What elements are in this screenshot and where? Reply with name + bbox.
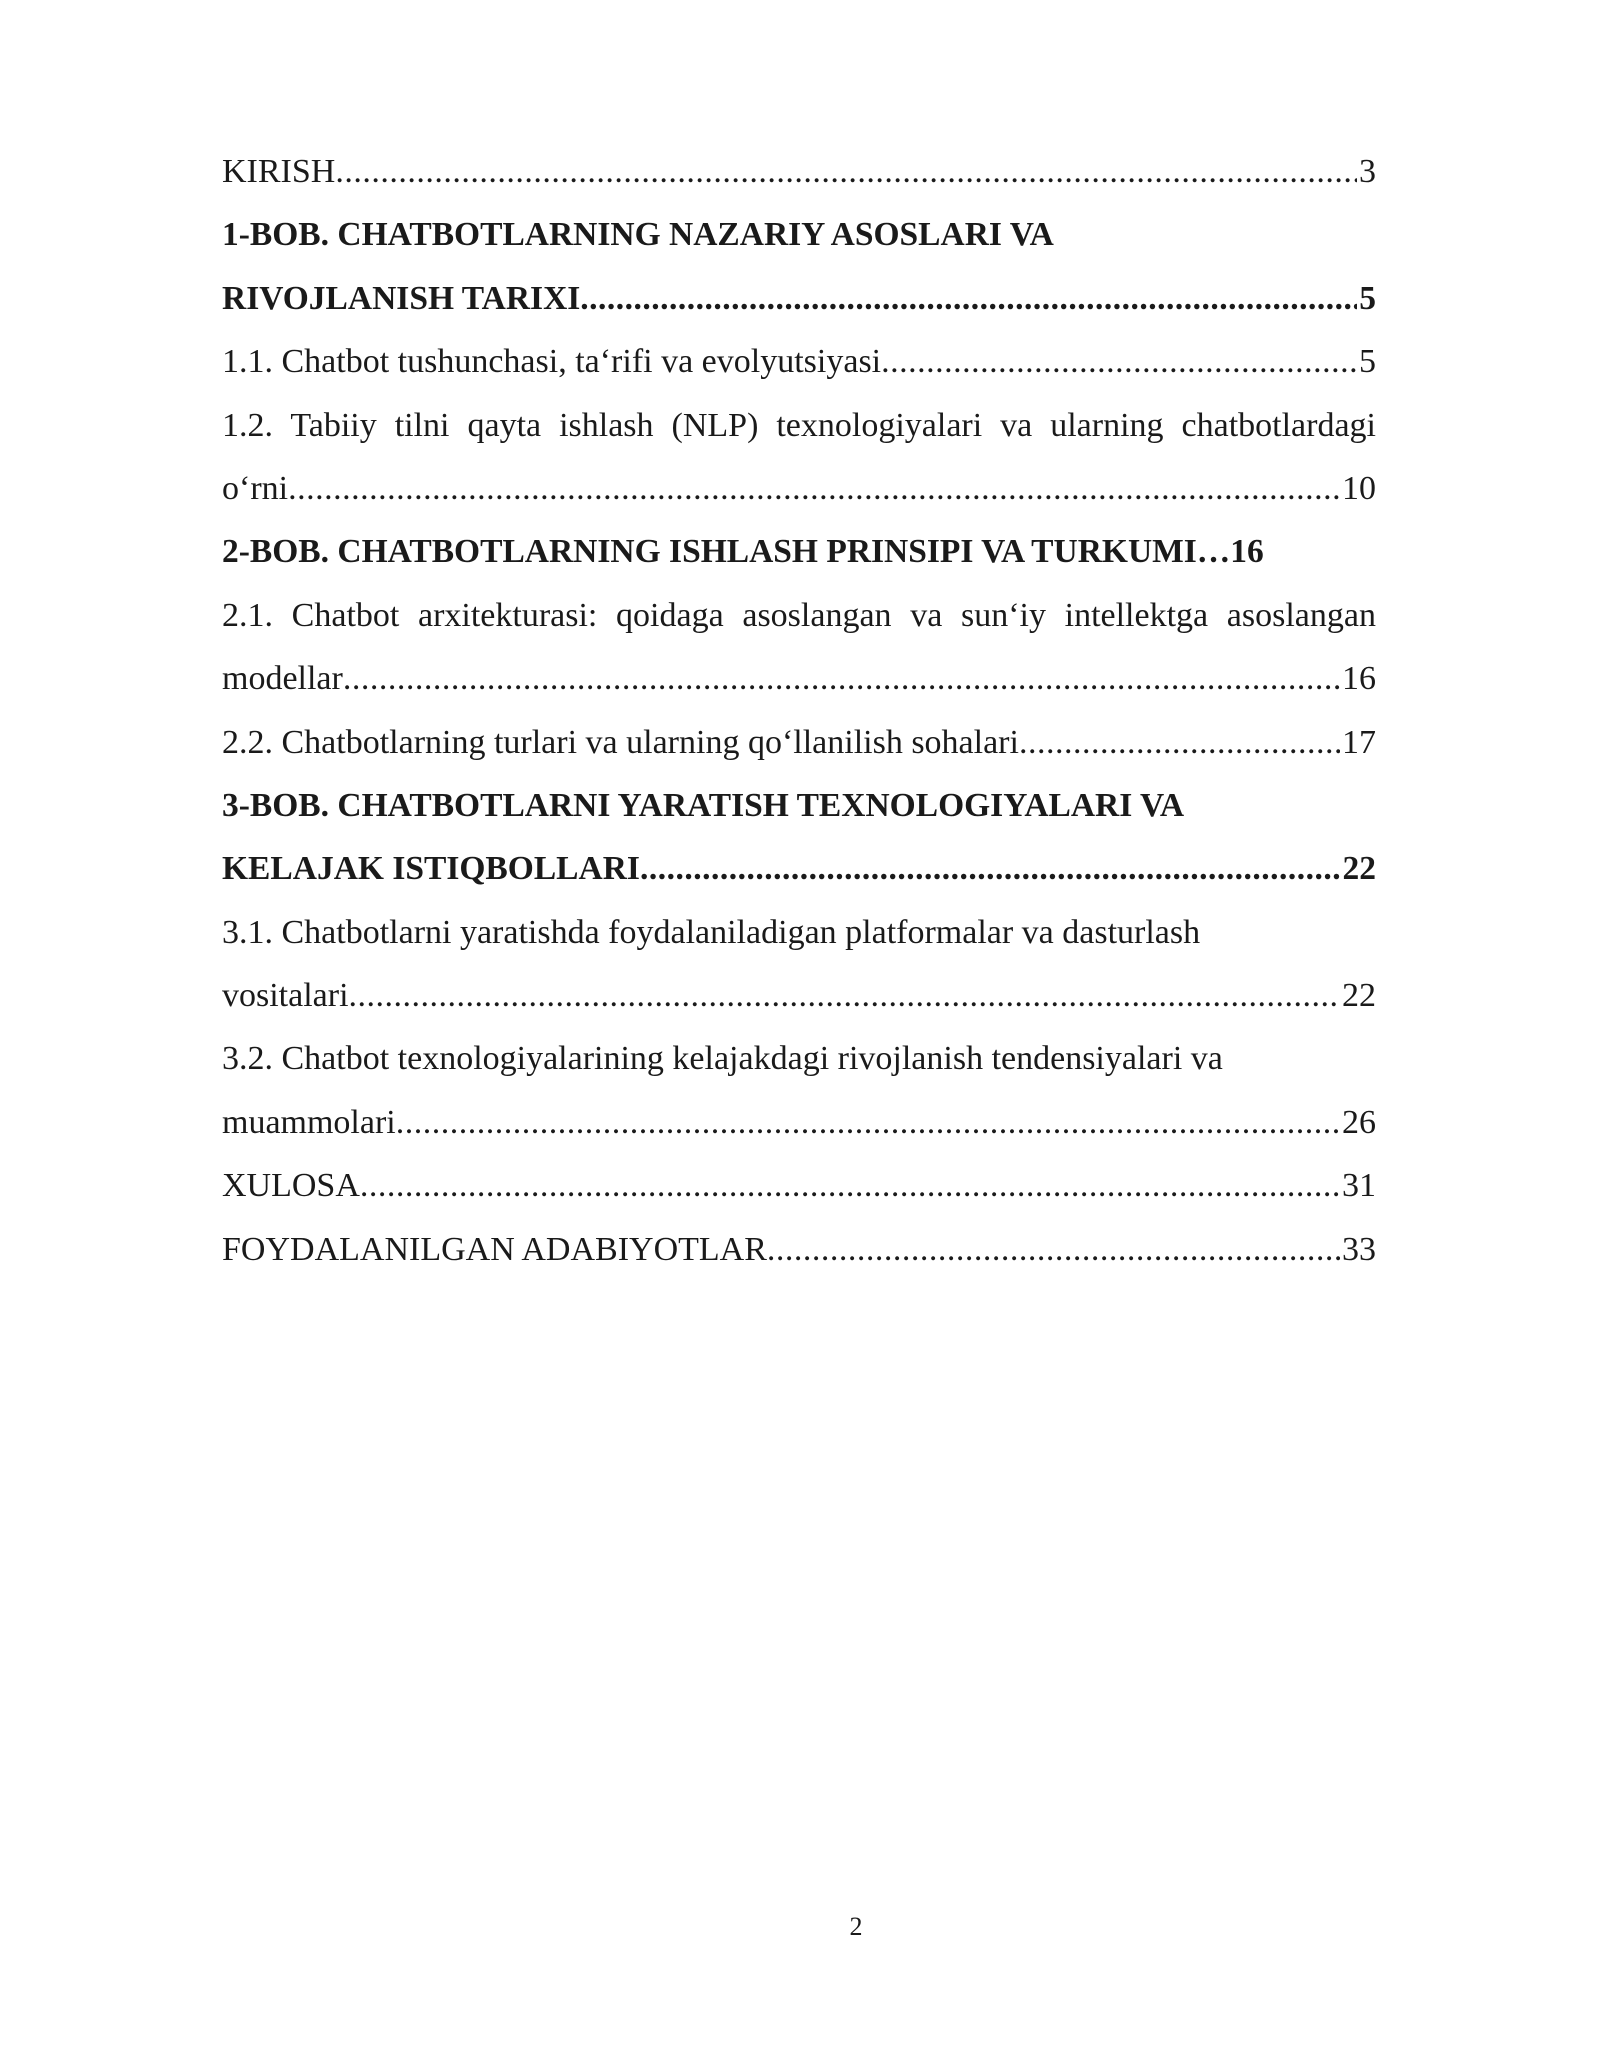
toc-section-2-1[interactable] xyxy=(222,584,1376,647)
toc-section-2-2[interactable] xyxy=(222,711,1376,774)
toc-chapter-1-heading-end[interactable] xyxy=(222,267,1376,330)
toc-entry-page: 3 xyxy=(1359,153,1376,190)
dot-leader xyxy=(881,330,1357,393)
toc-entry-title: vositalari xyxy=(222,977,349,1015)
dot-leader xyxy=(360,1154,1340,1217)
toc-entry-kirish[interactable] xyxy=(222,140,1376,203)
toc-entry-title: RIVOJLANISH TARIXI xyxy=(222,279,581,317)
toc-entry-title: 1.1. Chatbot tushunchasi, ta‘rifi va evolyutsiyasi xyxy=(222,343,882,381)
dot-leader xyxy=(343,647,1340,710)
toc-entry-page: 26 xyxy=(1342,1103,1376,1141)
dot-leader xyxy=(640,837,1341,900)
toc-entry-title: o‘rni xyxy=(222,469,289,507)
toc-entry-page: 10 xyxy=(1342,469,1376,507)
toc-entry-page: 22 xyxy=(1342,850,1376,888)
toc-entry-title: XULOSA xyxy=(222,1167,360,1205)
toc-entry-references[interactable] xyxy=(222,1218,1376,1281)
toc-chapter-3-heading[interactable] xyxy=(222,774,1376,837)
toc-entry-xulosa[interactable] xyxy=(222,1154,1376,1217)
toc-entry-title: KIRISH xyxy=(222,153,336,190)
toc-entry-page: 16 xyxy=(1342,660,1376,698)
toc-section-3-2[interactable] xyxy=(222,1027,1376,1090)
toc-section-3-1[interactable] xyxy=(222,901,1376,964)
toc-chapter-1-heading[interactable] xyxy=(222,203,1376,266)
dot-leader xyxy=(1019,711,1340,774)
toc-entry-title: 2-BOB. CHATBOTLARNING ISHLASH PRINSIPI VA TURKUMI…16 xyxy=(222,533,1264,571)
toc-entry-title: muammolari xyxy=(222,1103,396,1141)
toc-entry-page: 5 xyxy=(1359,343,1376,381)
toc-section-3-1-end[interactable] xyxy=(222,964,1376,1027)
toc-section-3-2-end[interactable] xyxy=(222,1091,1376,1154)
dot-leader xyxy=(396,1091,1340,1154)
dot-leader xyxy=(349,964,1340,1027)
toc-section-1-2-end[interactable] xyxy=(222,457,1376,520)
toc-entry-title: 3.2. Chatbot texnologiyalarining kelajakdagi rivojlanish tendensiyalari va xyxy=(222,1040,1223,1078)
toc-chapter-2-heading[interactable] xyxy=(222,520,1376,583)
toc-entry-title: 1-BOB. CHATBOTLARNING NAZARIY ASOSLARI VA xyxy=(222,216,1054,254)
toc-entry-title: KELAJAK ISTIQBOLLARI xyxy=(222,850,640,888)
toc-entry-title: 2.2. Chatbotlarning turlari va ularning qo‘llanilish sohalari xyxy=(222,723,1019,761)
dot-leader xyxy=(288,457,1340,520)
dot-leader xyxy=(580,267,1357,330)
dot-leader xyxy=(767,1218,1340,1281)
toc-entry-page: 17 xyxy=(1342,723,1376,761)
toc-section-2-1-end[interactable] xyxy=(222,647,1376,710)
toc-entry-title: 3.1. Chatbotlarni yaratishda foydalaniladigan platformalar va dasturlash xyxy=(222,913,1201,951)
toc-entry-page: 33 xyxy=(1342,1230,1376,1268)
toc-entry-title: FOYDALANILGAN ADABIYOTLAR xyxy=(222,1230,767,1268)
table-of-contents xyxy=(222,140,1376,1281)
toc-entry-title: 1.2. Tabiiy tilni qayta ishlash (NLP) texnologiyalari va ularning chatbotlardagi xyxy=(222,406,1376,444)
toc-entry-page: 5 xyxy=(1359,279,1376,317)
toc-entry-title: modellar xyxy=(222,660,343,698)
toc-entry-page: 22 xyxy=(1342,977,1376,1015)
toc-entry-title: 3-BOB. CHATBOTLARNI YARATISH TEXNOLOGIYALARI VA xyxy=(222,786,1185,824)
toc-section-1-2[interactable] xyxy=(222,394,1376,457)
page-number: 2 xyxy=(849,1912,863,1941)
toc-section-1-1[interactable] xyxy=(222,330,1376,393)
toc-entry-title: 2.1. Chatbot arxitekturasi: qoidaga asoslangan va sun‘iy intellektga asoslangan xyxy=(222,596,1376,634)
dot-leader xyxy=(335,140,1357,203)
toc-chapter-3-heading-end[interactable] xyxy=(222,837,1376,900)
toc-entry-page: 31 xyxy=(1342,1167,1376,1205)
